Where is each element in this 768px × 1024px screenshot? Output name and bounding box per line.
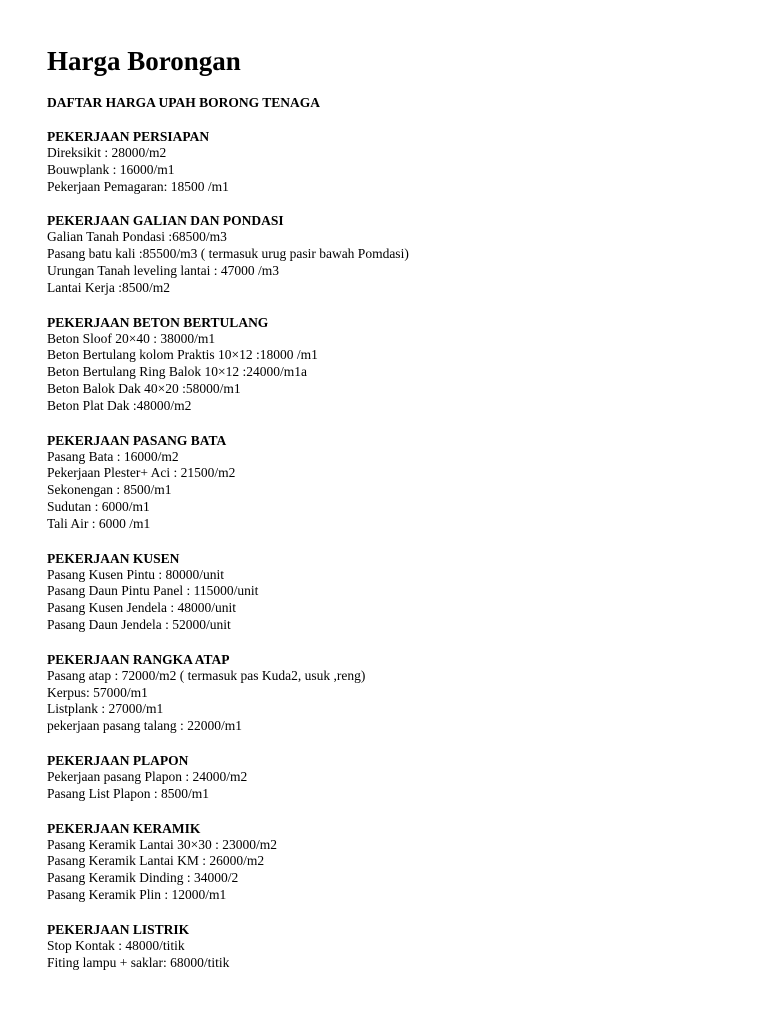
price-section [47,550,728,634]
price-section [47,752,728,803]
price-item: Beton Plat Dak :48000/m2 [47,397,192,413]
price-item: Bouwplank : 16000/m1 [47,161,175,177]
price-item: Pasang Kusen Pintu : 80000/unit [47,566,225,582]
section-heading: PEKERJAAN PLAPON [47,752,189,768]
price-section [47,212,728,296]
price-list [47,128,728,971]
price-item: Beton Bertulang Ring Balok 10×12 :24000/m1a [47,364,307,380]
page-title: Harga Borongan [47,46,241,76]
price-item: Pasang Keramik Lantai KM : 26000/m2 [47,853,265,869]
price-item: Sudutan : 6000/m1 [47,498,150,514]
section-heading: PEKERJAAN RANGKA ATAP [47,651,230,667]
price-section [47,432,728,533]
price-item: Pekerjaan Pemagaran: 18500 /m1 [47,178,229,194]
price-item: Direksikit : 28000/m2 [47,145,167,160]
price-section [47,820,728,904]
price-item: Pasang Kusen Jendela : 48000/unit [47,600,236,616]
price-item: Pekerjaan pasang Plapon : 24000/m2 [47,768,248,784]
price-item: Pasang Daun Pintu Panel : 115000/unit [47,583,259,599]
price-item: Beton Bertulang kolom Praktis 10×12 :18000 /m1 [47,347,318,363]
section-heading: PEKERJAAN LISTRIK [47,921,190,937]
price-item: Pasang batu kali :85500/m3 ( termasuk urug pasir bawah Pomdasi) [47,246,409,262]
document-subtitle: DAFTAR HARGA UPAH BORONG TENAGA [47,95,321,110]
price-item: Galian Tanah Pondasi :68500/m3 [47,229,227,245]
price-item: Pasang Daun Jendela : 52000/unit [47,616,231,632]
price-item: Pekerjaan Plester+ Aci : 21500/m2 [47,465,236,481]
price-section [47,651,728,735]
price-item: Fiting lampu + saklar: 68000/titik [47,954,230,970]
section-heading: PEKERJAAN PASANG BATA [47,432,227,448]
price-item: Stop Kontak : 48000/titik [47,937,185,953]
section-heading: PEKERJAAN KERAMIK [47,820,201,836]
section-heading: PEKERJAAN KUSEN [47,550,180,566]
price-item: Sekonengan : 8500/m1 [47,482,172,498]
price-item: Pasang Keramik Dinding : 34000/2 [47,870,239,886]
price-item: Lantai Kerja :8500/m2 [47,279,170,295]
price-item: pekerjaan pasang talang : 22000/m1 [47,718,242,734]
price-item: Tali Air : 6000 /m1 [47,515,151,531]
price-item: Pasang Bata : 16000/m2 [47,448,179,464]
price-item: Beton Sloof 20×40 : 38000/m1 [47,330,216,346]
price-item: Listplank : 27000/m1 [47,701,164,717]
price-item: Beton Balok Dak 40×20 :58000/m1 [47,380,241,396]
section-heading: PEKERJAAN PERSIAPAN [47,129,210,144]
price-section [47,314,728,415]
section-heading: PEKERJAAN GALIAN DAN PONDASI [47,213,284,229]
price-item: Pasang atap : 72000/m2 ( termasuk pas Kuda2, usuk ,reng) [47,667,366,683]
price-section [47,921,728,972]
price-item: Pasang Keramik Lantai 30×30 : 23000/m2 [47,836,277,852]
price-item: Urungan Tanah leveling lantai : 47000 /m3 [47,262,280,278]
price-item: Kerpus: 57000/m1 [47,684,148,700]
section-heading: PEKERJAAN BETON BERTULANG [47,314,269,330]
price-item: Pasang List Plapon : 8500/m1 [47,785,209,801]
price-item: Pasang Keramik Plin : 12000/m1 [47,886,227,902]
price-section [47,128,728,195]
